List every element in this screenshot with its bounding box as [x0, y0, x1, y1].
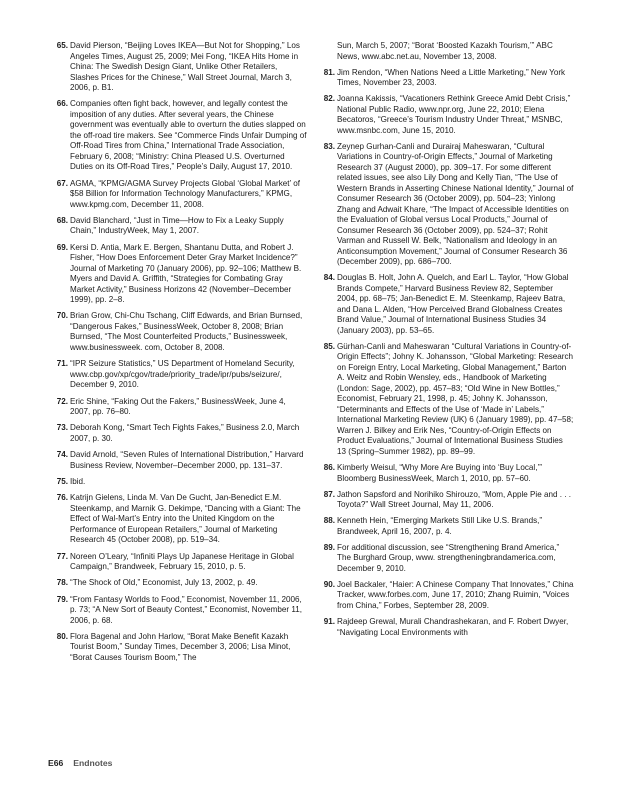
endnote-number: 83. — [323, 141, 335, 151]
endnote-number: 77. — [56, 551, 68, 561]
endnote-number: 71. — [56, 359, 68, 369]
endnote — [317, 490, 574, 511]
endnote-number: 78. — [56, 578, 68, 588]
endnote-number: 65. — [56, 41, 68, 50]
page-number: E66 — [48, 758, 64, 768]
page-footer — [48, 758, 112, 768]
endnote-number: 87. — [323, 489, 335, 499]
endnote-text: Jim Rendon, “When Nations Need a Little Marketing,” New York Times, November 23, 2003. — [337, 67, 566, 88]
endnote-text: Ibid. — [70, 476, 86, 486]
endnote-text: Kersi D. Antia, Mark E. Bergen, Shantanu Dutta, and Robert J. Fisher, “How Does Enforcement Deter Gray Market Incidence?” Journal of Marketing 70 (January 2006), pp. 92–106; Matthew B. Myers and David A. Griffith, “Strategies for Combating Gray Market Activity,” Business Horizons 42 (November–December 1999), pp. 2–8. — [70, 242, 302, 305]
endnote — [317, 342, 574, 458]
endnote-text: Deborah Kong, “Smart Tech Fights Fakes,” Business 2.0, March 2007, p. 30. — [70, 423, 300, 443]
endnote — [50, 578, 307, 589]
endnote — [50, 450, 307, 471]
endnote-text: Joanna Kakissis, “Vacationers Rethink Greece Amid Debt Crisis,” National Public Radio, www.npr.org, June 22, 2010; Elena Becatoros, “Greece’s Tourism Industry Under Threat,” MSNBC, www.msnbc.com, June 15, 2010. — [337, 94, 571, 135]
endnote-number: 80. — [56, 631, 68, 641]
endnote — [50, 477, 307, 488]
endnote-continuation — [317, 41, 574, 62]
endnote — [317, 94, 574, 136]
endnote — [50, 423, 307, 444]
endnote — [50, 397, 307, 418]
endnote-text: Joel Backaler, “Haier: A Chinese Company That Innovates,” China Tracker, www.forbes.com, June 17, 2010; Zhang Ruimin, “Voices from China,” Forbes, September 28, 2009. — [337, 579, 574, 610]
endnote-text: “From Fantasy Worlds to Food,” Economist, November 11, 2006, p. 73; “A New Sort of Beauty Contest,” Economist, November 11, 2006, p. 68. — [70, 594, 302, 625]
endnote-number: 75. — [56, 476, 68, 486]
endnote-text: Brian Grow, Chi-Chu Tschang, Cliff Edwards, and Brian Burnsed, “Dangerous Fakes,” BusinessWeek, October 8, 2008; Brian Burnsed, “The Most Counterfeited Products,” Businessweek, www.businessweek. com, October 8, 2008. — [70, 311, 303, 352]
endnote-number: 79. — [56, 594, 68, 604]
endnote — [50, 311, 307, 353]
endnote-text: Kimberly Weisul, “Why More Are Buying into ‘Buy Local,’” Bloomberg BusinessWeek, March 1, 2010, pp. 57–60. — [337, 463, 542, 483]
endnote-text: Douglas B. Holt, John A. Quelch, and Earl L. Taylor, “How Global Brands Compete,” Harvard Business Review 82, September 2004, pp. 68–75; Jan-Benedict E. M. Steenkamp, Rajeev Batra, and Dana L. Alden, “How Perceived Brand Globalness Creates Brand Value,” Journal of International Business Studies 34 (January 2003), pp. 53–65. — [337, 273, 569, 335]
endnote-text: Noreen O’Leary, “Infiniti Plays Up Japanese Heritage in Global Campaign,” Brandweek, February 15, 2010, p. 5. — [70, 551, 294, 572]
endnote — [317, 617, 574, 638]
endnote-text: Eric Shine, “Faking Out the Fakers,” BusinessWeek, June 4, 2007, pp. 76–80. — [70, 396, 286, 417]
endnote — [317, 463, 574, 484]
endnote — [50, 179, 307, 211]
endnote-number: 82. — [323, 94, 335, 104]
left-column — [50, 41, 307, 669]
endnote-number: 85. — [323, 341, 335, 351]
endnote — [50, 41, 307, 94]
endnote-text: Gürhan-Canli and Maheswaran “Cultural Variations in Country-of-Origin Effects”; Johny K. Johansson, “Global Marketing: Research on Foreign Entry, Local Marketing, Global Management,” Barton A. Weitz and Robin Wensley, eds., Handbook of Marketing (London: Sage, 2002), pp. 457–83; “Old Wine in New Bottles,” Economist, February 21, 1998, p. 45; Johny K. Johansson, “Determinants and Effects of the Use of ‘Made in’ Labels,” International Marketing Review (UK) 6 (January 1989), pp. 47–58; Warren J. Bilkey and Erik Nes, “Country-of-Origin Effects on Product Evaluations,” Journal of International Business Studies 13 (Spring–Summer 1982), pp. 89–99. — [337, 341, 574, 456]
endnote-number: 90. — [323, 579, 335, 589]
endnote — [50, 632, 307, 664]
endnote-number: 68. — [56, 215, 68, 225]
endnote — [317, 273, 574, 336]
endnote — [50, 493, 307, 546]
endnote — [317, 142, 574, 268]
endnote-text: Companies often fight back, however, and legally contest the imposition of any duties. After several years, the Chinese government was eventually able to overturn the duties slapped on the off-road tire makers. See “Commerce Finds Unfair Dumping of Off-Road Tires from China,” International Trade Association, February 6, 2008; “Ministry: China Pleased U.S. Overturned Duties on its Off-Road Tires,” People’s Daily, August 17, 2010. — [70, 99, 307, 172]
endnote — [50, 216, 307, 237]
endnote-number: 66. — [56, 99, 68, 109]
endnote — [317, 68, 574, 89]
endnote-text: Jathon Sapsford and Norihiko Shirouzo, “Mom, Apple Pie and . . . Toyota?” Wall Street Journal, May 11, 2006. — [337, 489, 571, 510]
right-column — [317, 41, 574, 644]
endnote-text: Zeynep Gurhan-Canli and Durairaj Maheswaran, “Cultural Variations in Country-of-Origin Effects,” Journal of Marketing Research 37 (August 2000), pp. 309–17. For some different related issues, see also Lily Dong and Kelly Tian, “The Use of Western Brands in Asserting Chinese National Identity,” Journal of Consumer Research 36 (October 2009), pp. 504–23; Yinlong Zhang and Adwait Khare, “The Impact of Accessible Identities on the Evaluation of Global versus Local Products,” Journal of Consumer Research 36 (October 2009), pp. 524–37; Rohit Varman and Russell W. Belk, “Nationalism and Ideology in an Anticonsumption Movement,” Journal of Consumer Research 36 (December 2009), pp. 686–700. — [337, 141, 574, 267]
endnote-text: AGMA, “KPMG/AGMA Survey Projects Global ‘Global Market’ of $58 Billion for Information Technology Manufacturers,” KPMG, www.kpmg.com, December 11, 2008. — [70, 178, 300, 209]
endnote — [50, 243, 307, 306]
endnote-number: 69. — [56, 242, 68, 252]
endnote-text: For additional discussion, see “Strengthening Brand America,” The Burghard Group, www. strengtheningbrandamerica.com, December 9, 2010. — [337, 542, 560, 573]
endnote-text: “IPR Seizure Statistics,” US Department of Homeland Security, www.cbp.gov/xp/cgov/trade/priority_trade/ipr/pubs/seizure/, December 9, 2010. — [70, 359, 295, 390]
endnote-text: Flora Bagenal and John Harlow, “Borat Make Benefit Kazakh Tourist Boom,” Sunday Times, December 3, 2006; Lisa Minot, “Borat Causes Tourism Boom,” The — [70, 631, 291, 662]
endnote-number: 74. — [56, 450, 68, 460]
endnote-number: 67. — [56, 178, 68, 188]
endnote-number: 86. — [323, 463, 335, 473]
endnote-number: 81. — [323, 67, 335, 77]
section-title: Endnotes — [73, 758, 113, 768]
endnote-text: “The Shock of Old,” Economist, July 13, 2002, p. 49. — [70, 578, 258, 588]
endnote-text: Kenneth Hein, “Emerging Markets Still Like U.S. Brands,” Brandweek, April 16, 2007, p. 4. — [337, 516, 543, 536]
endnote-number: 76. — [56, 493, 68, 503]
endnote — [50, 359, 307, 391]
endnote-number: 73. — [56, 423, 68, 433]
endnote — [317, 543, 574, 575]
endnote — [50, 552, 307, 573]
endnote — [317, 580, 574, 612]
endnote — [317, 516, 574, 537]
endnote-number: 70. — [56, 311, 68, 321]
endnote-text: Rajdeep Grewal, Murali Chandrashekaran, and F. Robert Dwyer, “Navigating Local Environments with — [337, 617, 569, 637]
endnote-number: 72. — [56, 396, 68, 406]
endnote — [50, 595, 307, 627]
endnote-number: 89. — [323, 542, 335, 552]
endnote-number: 88. — [323, 516, 335, 526]
endnote — [50, 99, 307, 173]
endnote-number: 91. — [323, 617, 335, 627]
endnote-text: David Arnold, “Seven Rules of International Distribution,” Harvard Business Review, November–December 2000, pp. 131–37. — [70, 450, 304, 470]
endnote-text: Sun, March 5, 2007; “Borat ‘Boosted Kazakh Tourism,’” ABC News, www.abc.net.au, November 13, 2008. — [337, 41, 553, 61]
endnote-text: David Blanchard, “Just in Time—How to Fix a Leaky Supply Chain,” IndustryWeek, May 1, 2007. — [70, 215, 284, 236]
endnote-text: David Pierson, “Beijing Loves IKEA—But Not for Shopping,” Los Angeles Times, August 25, 2009; Mei Fong, “IKEA Hits Home in China: The Swedish Design Giant, Unlike Other Retailers, Slashes Prices for the Chinese,” Wall Street Journal, March 3, 2006, p. B1. — [70, 41, 300, 92]
endnote-number: 84. — [323, 273, 335, 283]
endnote-text: Katrijn Gielens, Linda M. Van De Gucht, Jan-Benedict E.M. Steenkamp, and Marnik G. Dekimpe, “Dancing with a Giant: The Effect of Wal-Mart’s Entry into the United Kingdom on the Performance of European Retailers,” Journal of Marketing Research 45 (October 2008), pp. 519–34. — [70, 493, 301, 545]
